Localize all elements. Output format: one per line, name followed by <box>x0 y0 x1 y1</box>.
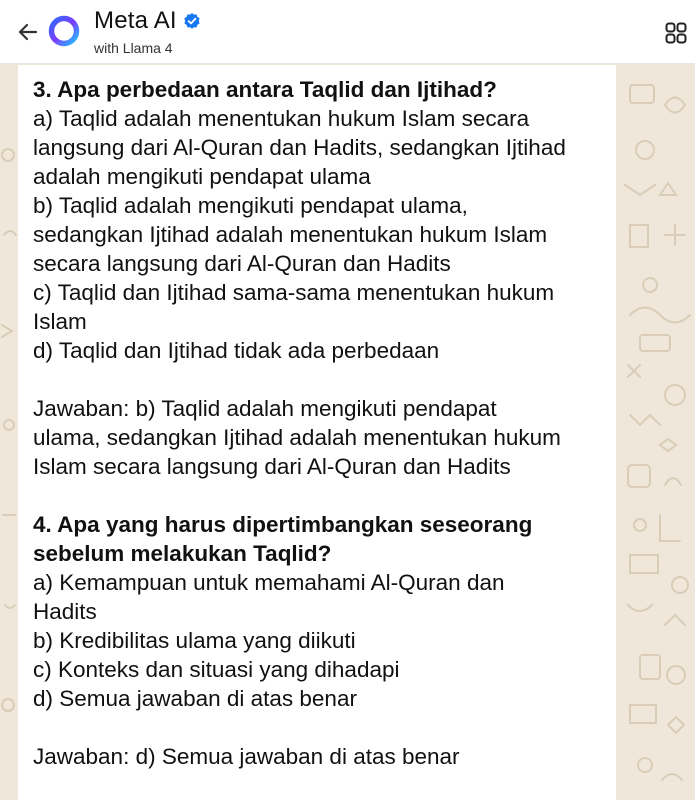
q3-option-b-line: secara langsung dari Al-Quran dan Hadits <box>33 251 451 276</box>
q4-question-line: 4. Apa yang harus dipertimbangkan seseorang <box>33 512 533 537</box>
chat-header <box>0 0 695 64</box>
q3-option-b-line: sedangkan Ijtihad adalah menentukan hukum Islam <box>33 222 548 247</box>
arrow-left-icon[interactable] <box>14 18 42 46</box>
q4-answer-line: Jawaban: d) Semua jawaban di atas benar <box>33 744 460 769</box>
paragraph-gap <box>33 481 602 510</box>
q3-answer-line: Islam secara langsung dari Al-Quran dan Hadits <box>33 454 511 479</box>
q3-question: 3. Apa perbedaan antara Taqlid dan Ijtihad? <box>33 77 497 102</box>
q3-option-a-line: langsung dari Al-Quran dan Hadits, sedangkan Ijtihad <box>33 135 566 160</box>
q4-option-c-line: c) Konteks dan situasi yang dihadapi <box>33 657 400 682</box>
q4-option-d-line: d) Semua jawaban di atas benar <box>33 686 357 711</box>
chat-title: Meta AI <box>94 7 177 34</box>
q4-option-b-line: b) Kredibilitas ulama yang diikuti <box>33 628 356 653</box>
q3-option-b-line: b) Taqlid adalah mengikuti pendapat ulama, <box>33 193 468 218</box>
q4-question-line: sebelum melakukan Taqlid? <box>33 541 332 566</box>
ai-message-bubble[interactable] <box>18 65 616 800</box>
q3-answer-line: Jawaban: b) Taqlid adalah mengikuti pendapat <box>33 396 497 421</box>
q3-answer-line: ulama, sedangkan Ijtihad adalah menentukan hukum <box>33 425 561 450</box>
chat-subtitle: with Llama 4 <box>94 40 173 56</box>
grid-icon[interactable] <box>664 21 688 45</box>
q4-option-a-line: a) Kemampuan untuk memahami Al-Quran dan <box>33 570 505 595</box>
paragraph-gap <box>33 365 602 394</box>
chat-title-row[interactable] <box>94 6 201 36</box>
q3-option-d-line: d) Taqlid dan Ijtihad tidak ada perbedaan <box>33 338 440 363</box>
q3-option-a-line: adalah mengikuti pendapat ulama <box>33 164 371 189</box>
q3-option-c-line: c) Taqlid dan Ijtihad sama-sama menentukan hukum <box>33 280 555 305</box>
paragraph-gap <box>33 713 602 742</box>
meta-ai-ring-icon[interactable] <box>46 13 82 49</box>
q4-option-a-line: Hadits <box>33 599 97 624</box>
q3-option-c-line: Islam <box>33 309 87 334</box>
verified-badge-icon <box>183 12 201 30</box>
q3-option-a-line: a) Taqlid adalah menentukan hukum Islam secara <box>33 106 530 131</box>
